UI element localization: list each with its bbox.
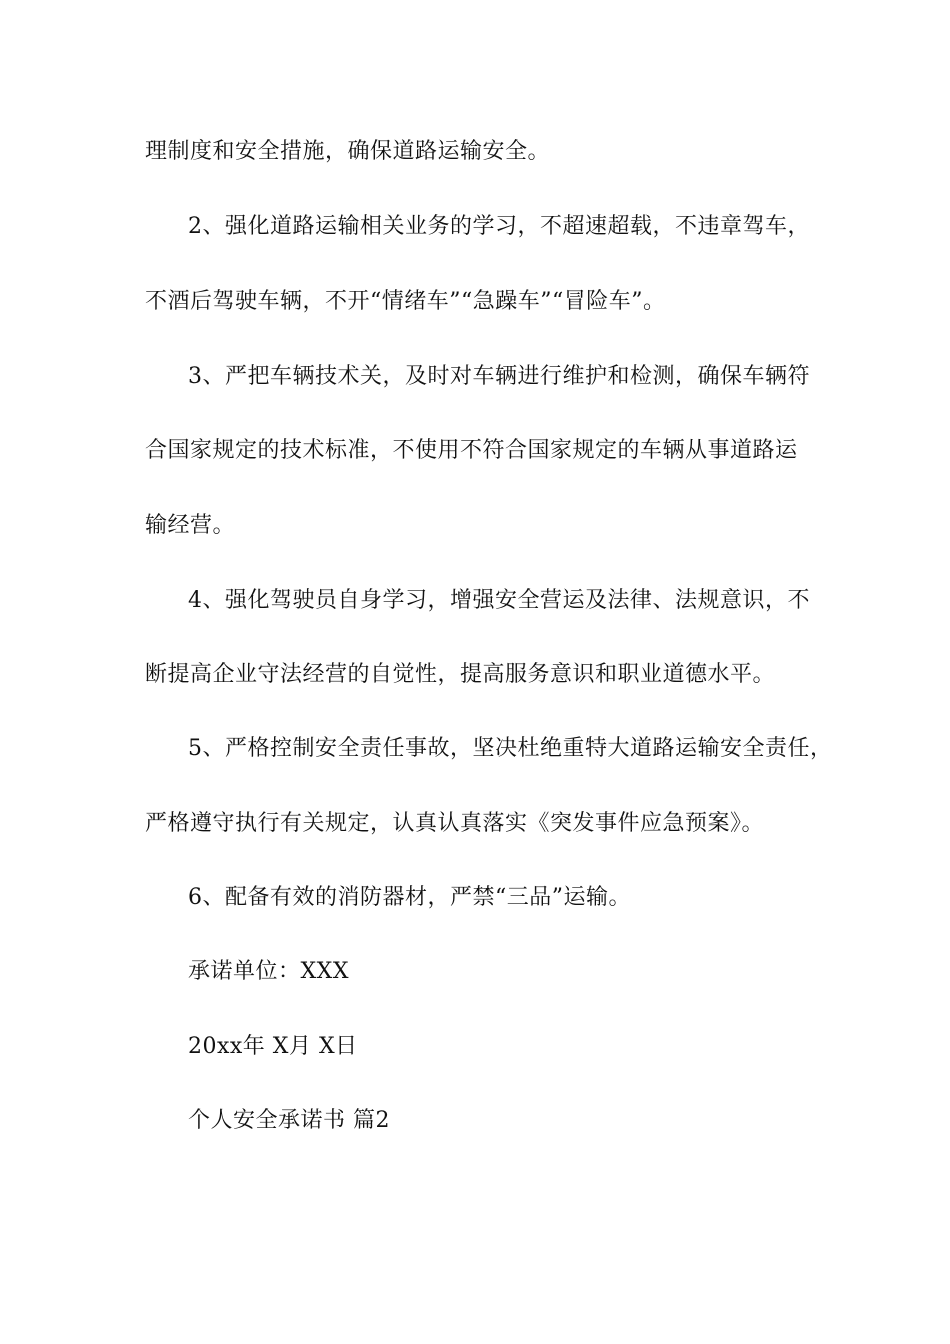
signatory-line: 承诺单位：XXX <box>188 959 349 984</box>
paragraph-line: 断提高企业守法经营的自觉性，提高服务意识和职业道德水平。 <box>145 662 776 687</box>
paragraph-line: 严格遵守执行有关规定，认真认真落实《突发事件应急预案》。 <box>145 811 765 836</box>
section-heading: 个人安全承诺书 篇2 <box>188 1108 390 1133</box>
paragraph-line: 2、强化道路运输相关业务的学习，不超速超载，不违章驾车， <box>188 214 810 239</box>
paragraph-line: 合国家规定的技术标准，不使用不符合国家规定的车辆从事道路运 <box>145 438 798 463</box>
paragraph-line: 不酒后驾驶车辆，不开“情绪车”“急躁车”“冒险车”。 <box>145 289 666 314</box>
paragraph-line: 输经营。 <box>145 513 236 538</box>
date-line: 20xx年 X月 X日 <box>188 1034 358 1059</box>
paragraph-line: 5、严格控制安全责任事故，坚决杜绝重特大道路运输安全责任， <box>188 736 833 761</box>
paragraph-line: 3、严把车辆技术关，及时对车辆进行维护和检测，确保车辆符 <box>188 364 810 389</box>
paragraph-line: 6、配备有效的消防器材，严禁“三品”运输。 <box>188 885 631 910</box>
paragraph-line: 4、强化驾驶员自身学习，增强安全营运及法律、法规意识，不 <box>188 588 810 613</box>
paragraph-line: 理制度和安全措施，确保道路运输安全。 <box>145 139 551 164</box>
